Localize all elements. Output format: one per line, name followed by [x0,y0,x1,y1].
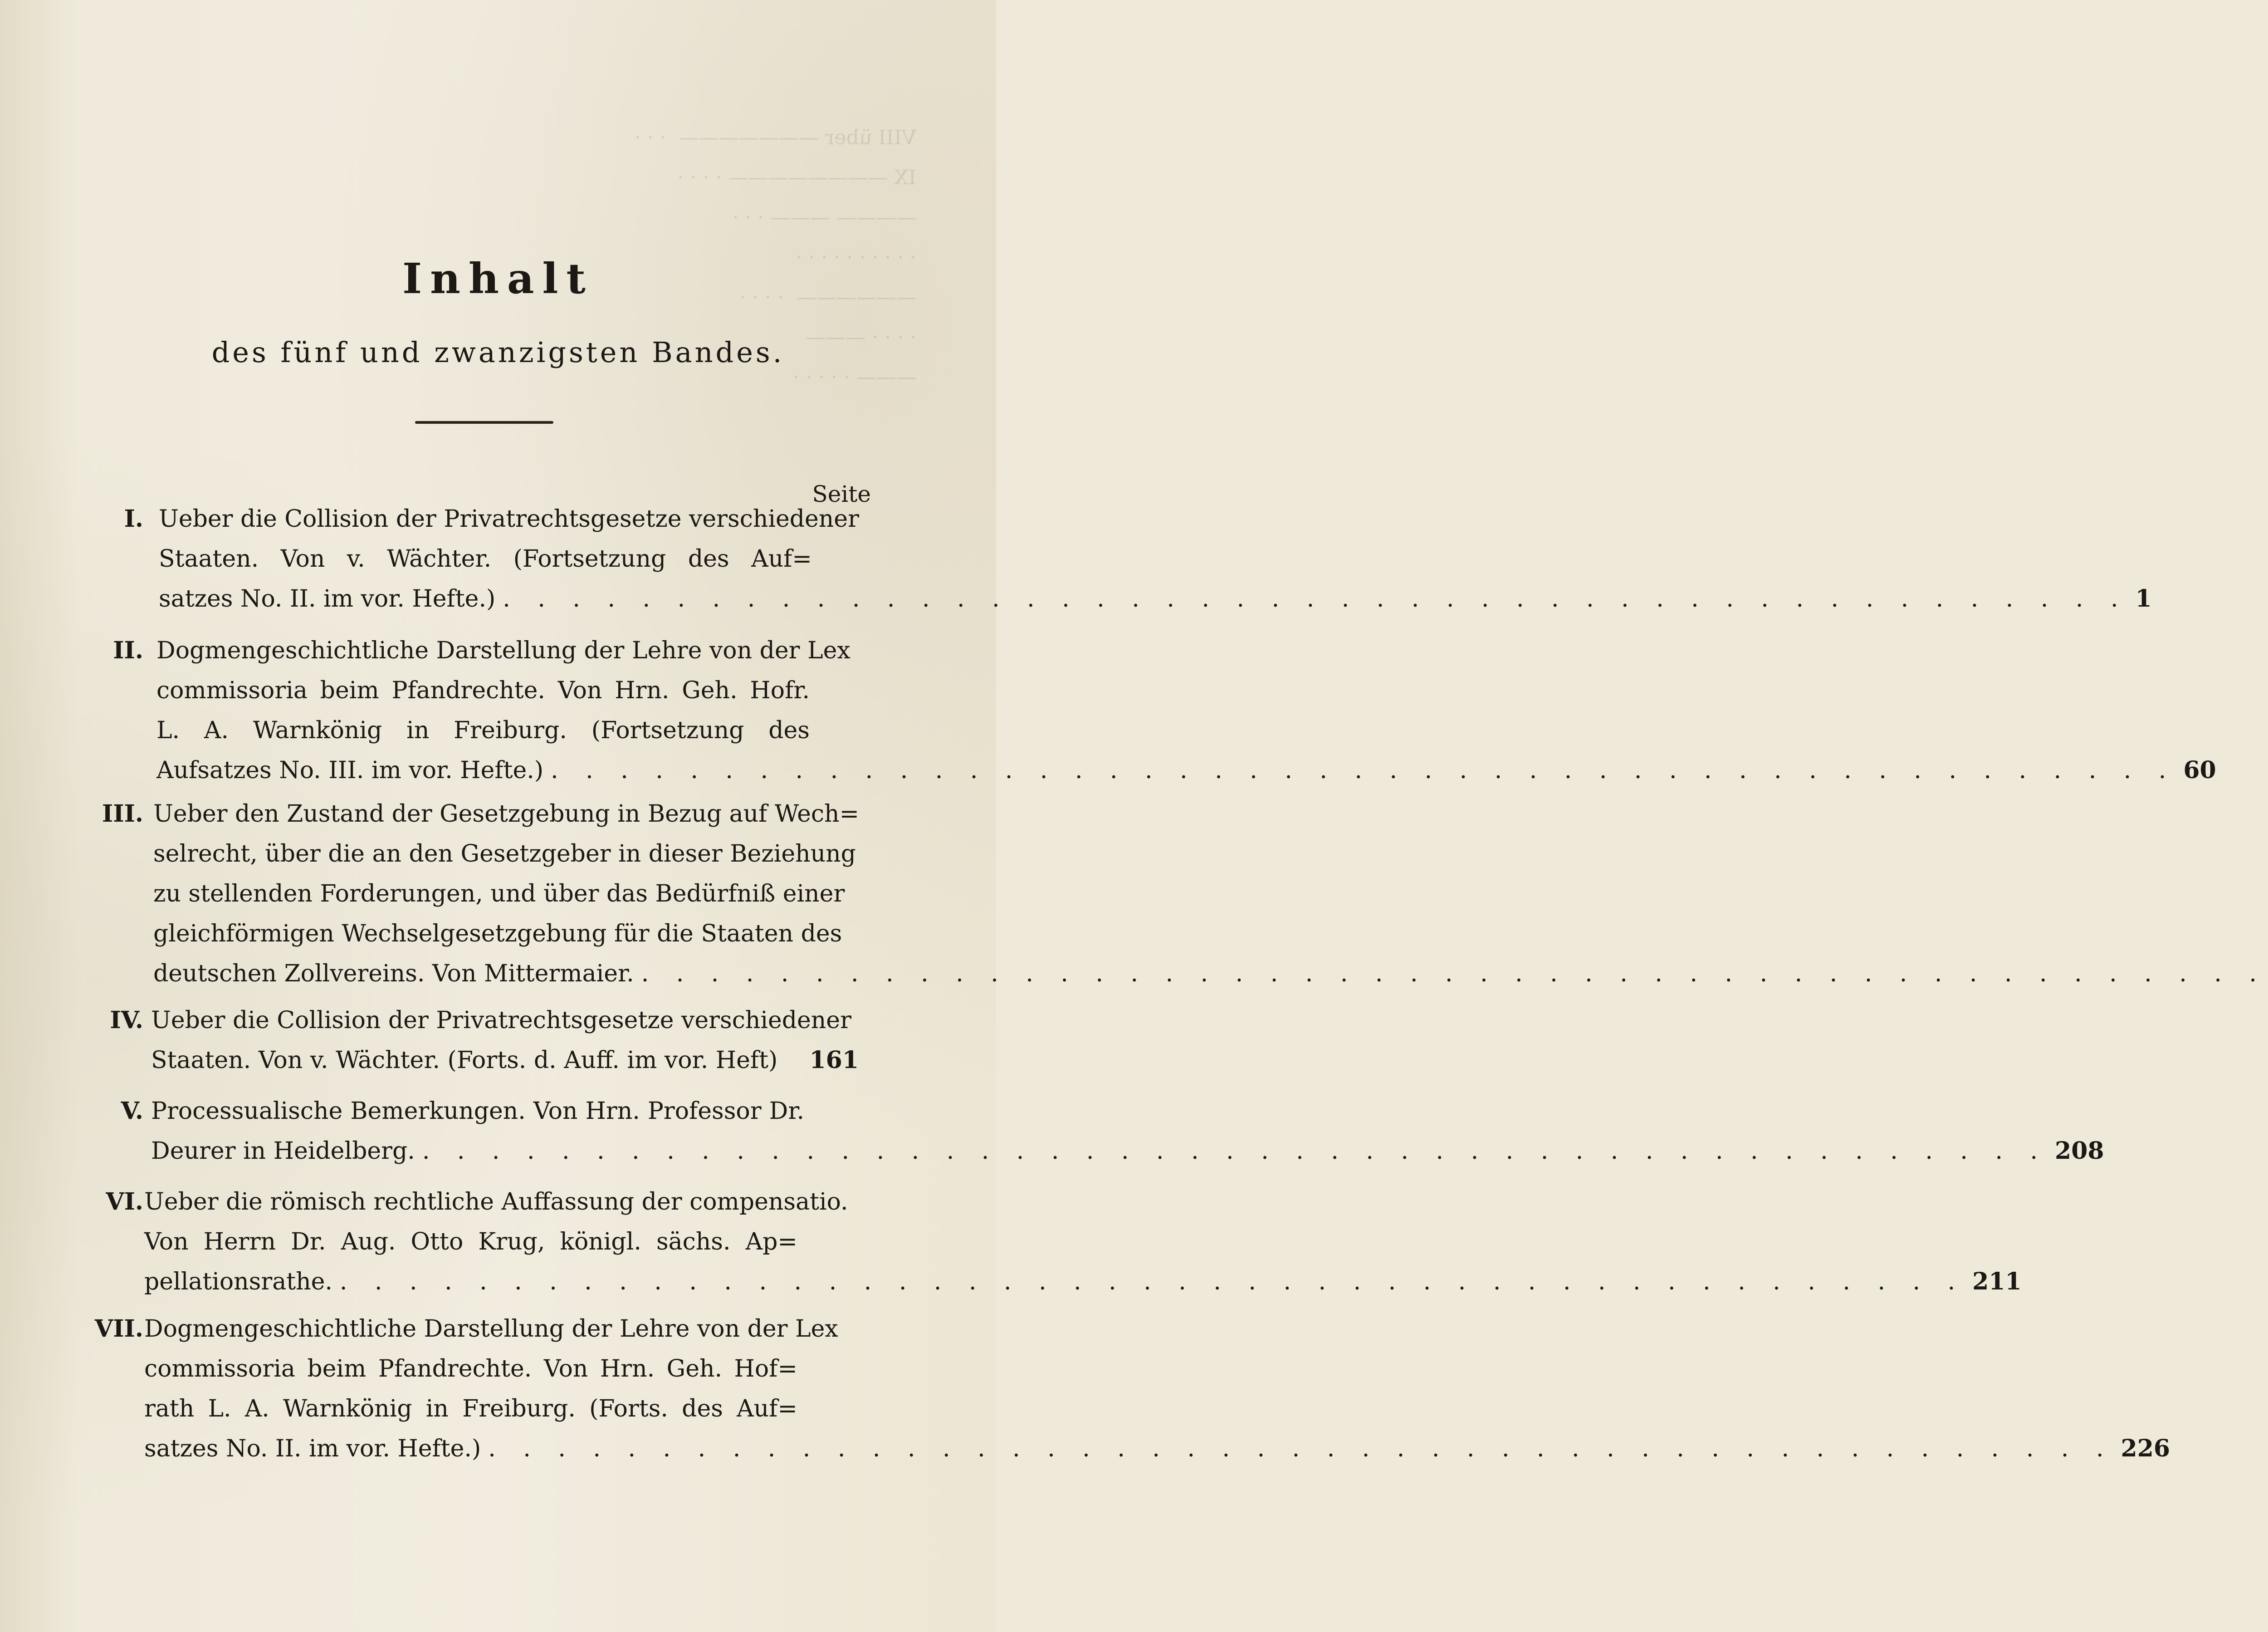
entry-text-line: satzes No. II. im vor. Hefte.) [159,585,496,613]
dot-leader: . . . . . . . . . . . . . . . . . . . . . . . . . . . . . . . . . . . . . . . . . . . . . . . [551,757,2176,784]
dot-leader: . . . . . . . . . . . . . . . . . . . . . . . . . . . . . . . . . . . . . . . . . . . . . . . [339,1268,1965,1295]
page-column-heading: Seite [812,481,871,507]
entry-text-line: Ueber die Collision der Privatrechtsgesetze verschiedener [151,1007,851,1034]
entry-page-number: 208 [2055,1137,2104,1165]
entry-text-line: gleichförmigen Wechselgesetzgebung für die Staaten des [153,920,842,947]
entry-page-number: 211 [1972,1268,2022,1295]
entry-text-line: Ueber die Collision der Privatrechtsgesetze verschiedener [159,505,859,533]
entry-text-line: selrecht, über die an den Gesetzgeber in dieser Beziehung [153,840,856,867]
bleed-through-texture: VIII über ——————— · · · IX ———————— · · · · ———— ——— · · · · · · · · · · · · · —————— · · · · · · · · ——— ——— · · · · · [634,126,916,389]
entry-page-number: 60 [2183,756,2216,784]
entry-page-number: 226 [2121,1435,2170,1462]
dot-leader: . . . . . . . . . . . . . . . . . . . . . . . . . . . . . . . . . . . . . . . . . . . . . . . [503,585,2128,613]
entry-page-number: 1 [2135,585,2152,613]
entry-number: I. [124,505,143,533]
entry-text-line: Dogmengeschichtliche Darstellung der Lehre von der Lex [144,1315,838,1343]
page-subtitle: des fünf und zwanzigsten Bandes. [211,336,785,369]
dot-leader: . . . . . . . . . . . . . . . . . . . . . . . . . . . . . . . . . . . . . . . . . . . . . . . [488,1435,2114,1462]
entry-text-line: Ueber den Zustand der Gesetzgebung in Bezug auf Wech= [153,800,860,828]
entry-text-line: L. A. Warnkönig in Freiburg. (Fortsetzung des [156,717,810,744]
entry-text-line: Von Herrn Dr. Aug. Otto Krug, königl. sächs. Ap= [144,1228,797,1255]
entry-text-line: commissoria beim Pfandrechte. Von Hrn. Geh. Hof= [144,1355,797,1382]
dot-leader: . . . . . . . . . . . . . . . . . . . . . . . . . . . . . . . . . . . . . . . . . . . . . . . [422,1137,2048,1165]
entry-text-line: rath L. A. Warnkönig in Freiburg. (Forts. des Auf= [144,1395,797,1422]
dot-leader: . . . . . . . . . . . . . . . . . . . . . . . . . . . . . . . . . . . . . . . . . . . . . . . [641,960,2267,987]
entry-text-line: Processualische Bemerkungen. Von Hrn. Professor Dr. [151,1098,804,1125]
entry-number: VI. [106,1188,143,1215]
entry-text-line: Aufsatzes No. III. im vor. Hefte.) [156,757,544,784]
entry-number: V. [121,1097,143,1125]
entry-text-line: Ueber die römisch rechtliche Auffassung der compensatio. [144,1188,848,1215]
entry-text-line: pellationsrathe. [144,1268,332,1295]
entry-text-line: commissoria beim Pfandrechte. Von Hrn. Geh. Hofr. [156,677,810,704]
entry-text-line: Staaten. Von v. Wächter. (Fortsetzung des Auf= [159,545,812,573]
entry-text-line: Deurer in Heidelberg. [151,1137,415,1165]
entry-text-line: satzes No. II. im vor. Hefte.) [144,1435,481,1462]
title-divider [415,421,553,424]
entry-number: VII. [94,1315,143,1343]
entry-number: II. [113,637,143,664]
entry-text-line: deutschen Zollvereins. Von Mittermaier. [153,960,634,987]
entry-text-line: Dogmengeschichtliche Darstellung der Lehre von der Lex [156,637,850,664]
entry-text-line: zu stellenden Forderungen, und über das Bedürfniß einer [153,880,845,907]
entry-number: III. [102,800,143,828]
page-title: Inhalt [402,254,594,303]
entry-number: IV. [110,1006,143,1034]
entry-text-line: Staaten. Von v. Wächter. (Forts. d. Auff. im vor. Heft) [151,1047,778,1074]
entry-page-number: 161 [809,1046,859,1074]
